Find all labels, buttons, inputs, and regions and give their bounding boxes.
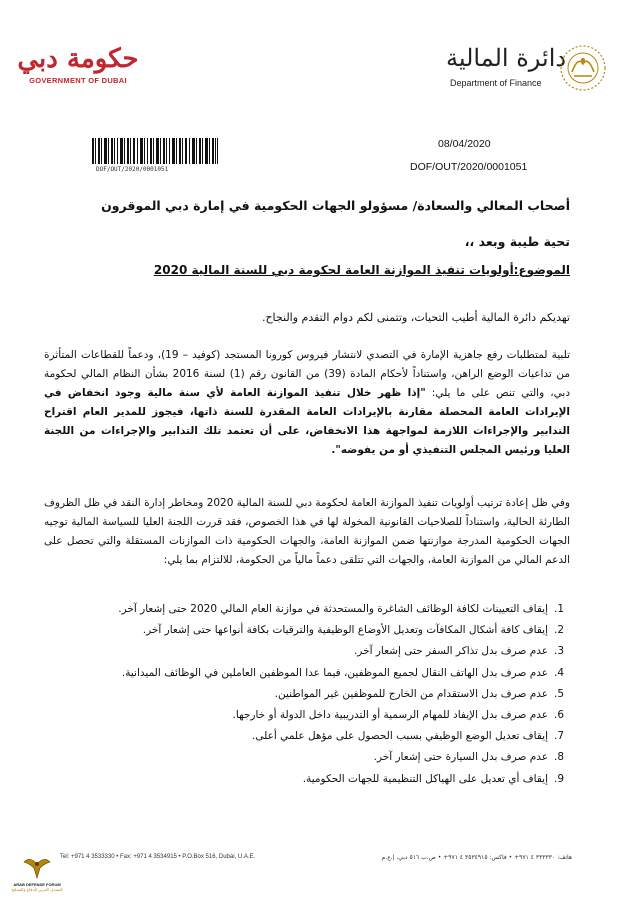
list-item-number: 6.	[554, 708, 565, 721]
list-item	[44, 684, 570, 705]
dof-logo-arabic: دائرة المالية	[446, 44, 567, 72]
list-item-text: إيقاف أي تعديل على الهياكل التنظيمية للجهات الحكومية.	[302, 772, 548, 785]
list-item	[44, 747, 570, 768]
list-item-text: عدم صرف بدل الإيفاد للمهام الرسمية أو التدريبية داخل الدولة أو خارجها.	[232, 708, 548, 721]
list-item	[44, 599, 570, 620]
list-item-text: عدم صرف بدل تذاكر السفر حتى إشعار آخر.	[353, 645, 548, 658]
list-item-number: 7.	[554, 730, 565, 743]
list-item	[44, 641, 570, 662]
list-item-text: عدم صرف بدل الهاتف النقال لجميع الموظفين، فيما عدا الموظفين العاملين في الوظائف الميدانية.	[121, 666, 548, 679]
footer-contact-english: Tel: +971 4 3533330 • Fax: +971 4 3534915 • P.O.Box 516, Dubai, U.A.E.	[60, 854, 256, 860]
list-item-text: عدم صرف بدل السيارة حتى إشعار آخر.	[373, 751, 548, 764]
list-item-text: إيقاف تعديل الوضع الوظيفي بسبب الحصول على مؤهل علمي أعلى.	[252, 730, 548, 743]
dof-logo-english: Department of Finance	[450, 78, 542, 88]
footer-contact-arabic: هاتف: ٣٣٣٣٣٠ ٤ ٩٧١+ • فاكس: ٣٥٣٤٩١٥ ٤ ٩٧١+ • ص.ب ٥١٦ دبي، إ.ع.م	[381, 854, 572, 861]
greeting: تحية طيبة وبعد ،،	[464, 234, 570, 249]
list-item-number: 3.	[554, 645, 565, 658]
finance-seal-icon	[558, 42, 608, 94]
list-item-text: عدم صرف بدل الاستقدام من الخارج للموظفين غير المواطنين.	[274, 687, 548, 700]
list-item-number: 9.	[554, 772, 565, 785]
article-39-quote: "إذا ظهر خلال تنفيذ الموازنة العامة لأي سنة مالية وجود انخفاض في الإيرادات العامة المحصلة مقارنة بالإيرادات العامة المقدرة للسنة ذاتها، فيجوز للمدير العام اقتراح التدابير والإجراءات اللازمة لمواجهة هذا الانخفاض، على أن تعتمد تلك التدابير والإجراءات من اللجنة العليا ورئيس المجلس التنفيذي أو من يفوضه".	[44, 387, 570, 456]
intro-line: تهديكم دائرة المالية أطيب التحيات، وتتمنى لكم دوام التقدم والنجاح.	[261, 311, 570, 324]
list-item-number: 4.	[554, 666, 565, 679]
list-item	[44, 620, 570, 641]
watermark-english: ARAB DEFENSE FORUM	[13, 882, 61, 887]
paragraph-legal-basis-text: تلبية لمتطلبات رفع جاهزية الإمارة في التصدي لانتشار فيروس كورونا المستجد (كوفيد – 19)، ودعماً للقطاعات المتأثرة من تداعيات الوضع الراهن، واستناداً لأحكام المادة (39) من القانون رقم (1) لسنة 2016 بشأن النظام المالي لحكومة دبي، والتي تنص على ما يلي:	[44, 349, 570, 399]
list-item-text: إيقاف كافة أشكال المكافآت وتعديل الأوضاع الوظيفية والترقيات بكافة أنواعها حتى إشعار آخر.	[142, 624, 548, 637]
arab-defense-forum-watermark	[6, 852, 68, 904]
list-item	[44, 769, 570, 790]
subject-line: الموضوع:أولويات تنفيذ الموازنة العامة لحكومة دبي للسنة المالية 2020	[153, 263, 570, 277]
list-item-number: 2.	[554, 624, 565, 637]
list-item	[44, 705, 570, 726]
list-item	[44, 726, 570, 747]
list-item-number: 1.	[554, 603, 565, 615]
directives-list	[44, 599, 570, 790]
list-item-text: إيقاف التعيينات لكافة الوظائف الشاغرة والمستحدثة في موازنة العام المالي 2020 حتى إشعار آخر.	[118, 603, 548, 615]
government-of-dubai-logo	[8, 44, 148, 85]
letter-date: 08/04/2020	[438, 138, 491, 150]
addressee: أصحاب المعالي والسعادة/ مسؤولو الجهات الحكومية في إمارة دبي الموقرون	[101, 198, 570, 213]
list-item	[44, 663, 570, 684]
list-item-number: 8.	[554, 751, 565, 764]
paragraph-legal-basis	[44, 346, 570, 460]
barcode-number: DOF/OUT/2020/0001051	[96, 166, 169, 173]
barcode-icon	[92, 138, 218, 164]
eagle-emblem-icon	[22, 852, 52, 882]
list-item-number: 5.	[554, 687, 565, 700]
dubai-logo-english: GOVERNMENT OF DUBAI	[29, 76, 127, 85]
watermark-arabic: المنتدى العربي للدفاع والتسليح	[11, 887, 63, 892]
dubai-logo-arabic: حكومة دبي	[17, 44, 139, 74]
paragraph-decision: وفي ظل إعادة ترتيب أولويات تنفيذ الموازنة العامة لحكومة دبي للسنة المالية 2020 ومخاطر إدارة النقد في ظل الظروف الطارئة الحالية، واستناداً للصلاحيات القانونية المخولة لها في هذا الخصوص، فقد قررت اللجنة العليا للسياسة المالية توجيه الجهات الحكومية المدرجة موازنتها ضمن الموازنة العامة، والجهات الحكومية ذات الموازنات المستقلة والتي تحصل على الدعم المالي من الموازنة العامة، والجهات التي تتلقى دعماً مالياً من الحكومة، للالتزام بما يلي:	[44, 497, 570, 566]
department-of-finance-logo	[440, 40, 612, 100]
reference-number: DOF/OUT/2020/0001051	[410, 161, 528, 173]
